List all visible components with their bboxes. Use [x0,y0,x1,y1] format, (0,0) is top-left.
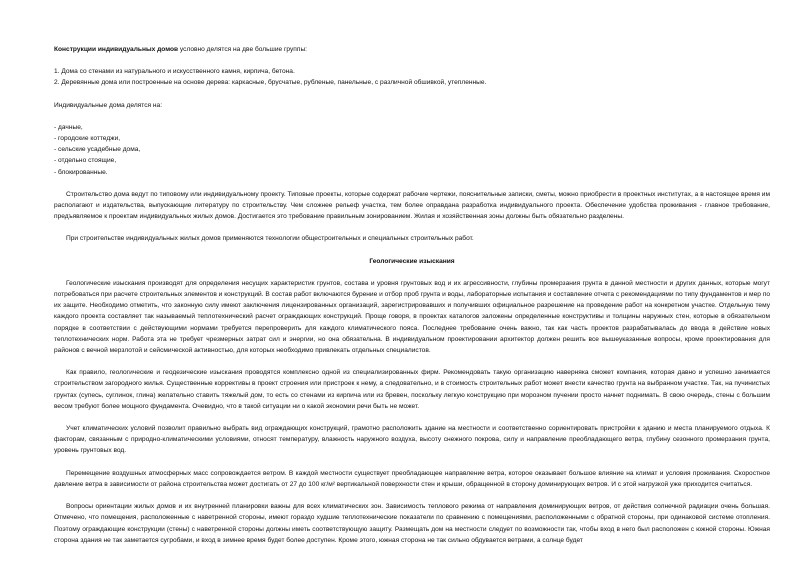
geology-paragraph-2: Как правило, геологические и геодезические изыскания проводятся комплексно одной из специализированных фирм. Рекомендовать такую организацию наверняка сможет компания, которая давно и успешно занимается строительством загородного жилья. Существенные коррективы в проект строения или пристроек к нему, а следовательно, и в стоимость строительных работ может внести качество грунта на выбранном участке. Так, на пучинистых грунтах (супесь, суглинок, глина) желательно ставить тяжелый дом, то есть со стенами из кирпича или из бревен, поскольку легкую конструкцию при морозном пучении просто начнет поднимать. В свою очередь, стены с большим весом требуют более мощного фундамента. Очевидно, что в такой ситуации ни о какой экономии речи быть не может. [54,369,770,410]
types-intro: Индивидуальные дома делятся на: [54,101,163,109]
list-item: - отдельно стоящие, [54,157,117,165]
wind-paragraph: Перемещение воздушных атмосферных масс сопровождается ветром. В каждой местности существует преобладающее направление ветра, которое оказывает большое влияние на климат и условия проживания. Скоростное давление ветра в зависимости от района строительства может достигать от 27 до 100 кг/м² вертикальной поверхности стен и крыши, обращенной в сторону доминирующих ветров. И с этой нагрузкой уже приходится считаться. [54,469,770,488]
list-item: 2. Деревянные дома или построенные на основе дерева: каркасные, брусчатые, рубленые, панельные, с различной обшивкой, утепленные. [54,79,487,87]
list-item: - дачные, [54,123,83,131]
intro-bold-term: Конструкции индивидуальных домов [54,46,179,53]
house-groups-list [54,66,770,88]
climate-paragraph: Учет климатических условий позволит правильно выбрать вид ограждающих конструкций, грамотно расположить здание на местности и соответственно сориентировать пристройки к зданию и места планируемого отдыха. К факторам, связанным с природно-климатическими условиями, относят температуру, влажность наружного воздуха, высоту снежного покрова, силу и направление преобладающего ветра, глубину сезонного промерзания грунта, уровень грунтовых вод. [54,425,770,455]
technology-paragraph: При строительстве индивидуальных жилых домов применяются технологии общестроительных и специальных строительных работ. [66,235,474,243]
section-heading: Геологические изыскания [369,257,455,265]
intro-rest-text: условно делятся на две большие группы: [178,46,308,53]
list-item: - городские коттеджи, [54,135,121,143]
orientation-paragraph: Вопросы ориентации жилых домов и их внутренней планировки важны для всех климатических зон. Зависимость теплового режима от направления доминирующих ветров, от действия солнечной радиации очень большая. Отмечено, что помещения, расположенные с наветренной стороны, имеют гораздо худшие теплотехнические показатели по сравнению с помещениями, расположенными с обратной стороны, при одинаковой системе отопления. Поэтому ограждающие конструкции (стены) с наветренной стороны должны иметь соответствующую защиту. Размещать дом на местности следует по возможности так, чтобы вход в него был расположен с южной стороны. Южная сторона здания не так заметается сугробами, и вход в зимнее время будет более доступен. Кроме этого, южная сторона не так сильно обдувается ветрами, а солнце будет [54,503,770,544]
project-paragraph: Строительство дома ведут по типовому или индивидуальному проекту. Типовые проекты, которые содержат рабочие чертежи, пояснительные записки, сметы, можно приобрести в проектных институтах, а в настоящее время им располагают и издательства, выпускающие литературу по строительству. Чем сложнее рельеф участка, тем более оправдана разработка индивидуального проекта. Обеспечение удобства проживания - главное требование, предъявляемое к проектам индивидуальных жилых домов. Достигается это требование правильным зонированием. Жилая и хозяйственная зоны должны быть обязательно разделены. [54,190,770,221]
intro-paragraph [54,44,770,55]
geology-paragraph-1: Геологические изыскания производят для определения несущих характеристик грунтов, состава и уровня грунтовых вод и их агрессивности, глубины промерзания грунта в данной местности и других данных, которые могут потребоваться при расчете строительных элементов и конструкций. В состав работ включаются бурение и отбор проб грунта и воды, лабораторные испытания и составление отчета с рекомендациями по типу фундаментов и мер по их защите. Необходимо отметить, что законную силу имеют заключения лицензированных организаций, зарегистрировавших и получивших официальное разрешение на проведение работ на конкретном участке. Отдельную тему каждого проекта составляет так называемый теплотехнический расчет ограждающих конструкций. Проще говоря, в проектах каталогов заложены определенные конструктивы и толщины наружных стен, которые в обязательном порядке в соответствии с действующими нормами требуется перепроверить для каждого климатического пояса. Последнее требование очень важно, так как часть проектов разрабатывалась до ввода в действие новых теплотехнических норм. Работа эта не требует чрезмерных затрат сил и энергии, но она обязательна. В индивидуальном проектировании архитектор должен решить все вышеуказанные вопросы, кроме проектирования для районов с вечной мерзлотой и сейсмической активностью, для которых необходимо привлекать отдельных специалистов. [54,279,770,355]
list-item: 1. Дома со стенами из натурального и искусственного камня, кирпича, бетона. [54,68,295,76]
list-item: - блокированные. [54,168,108,176]
document-page [54,44,770,546]
list-item: - сельские усадебные дома, [54,146,141,154]
house-types-list [54,122,770,178]
